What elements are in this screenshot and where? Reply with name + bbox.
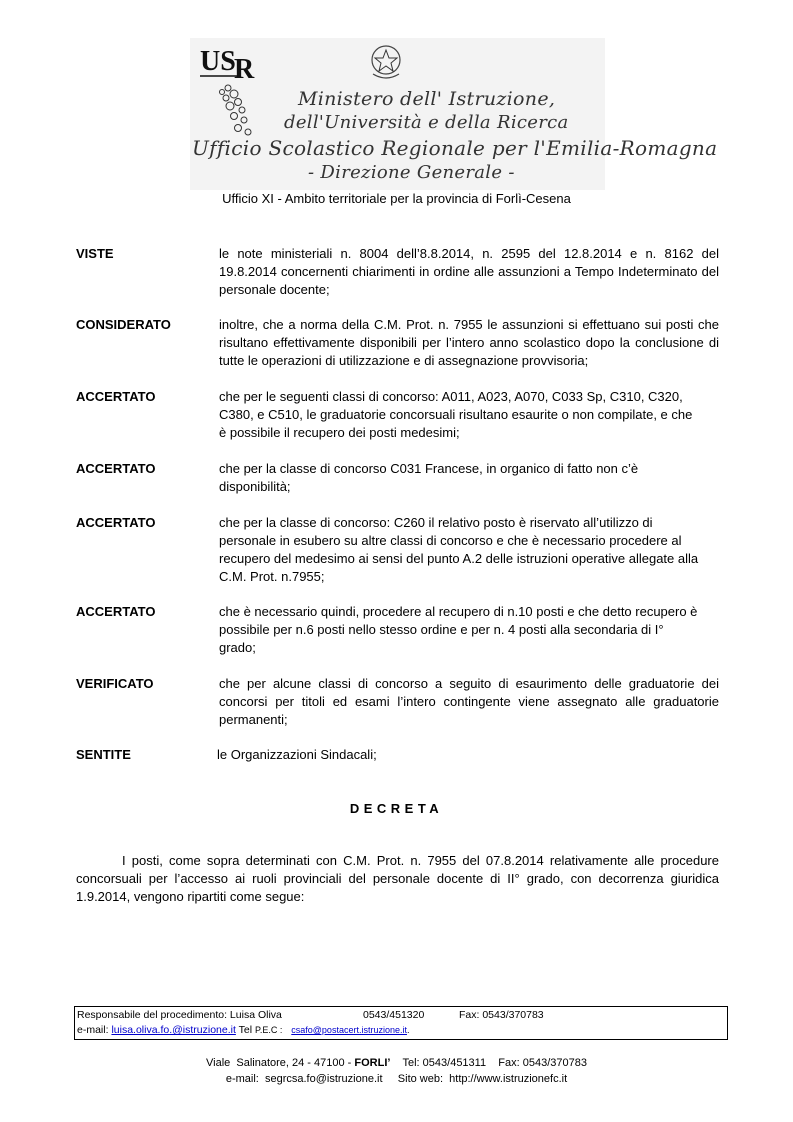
section-label-verificato: VERIFICATO <box>76 676 154 691</box>
text-line: è possibile il recupero dei posti medesimi; <box>219 425 460 440</box>
text-line: che per le seguenti classi di concorso: A011, A023, A070, C033 Sp, C310, C320, <box>219 389 683 404</box>
pec-end: . <box>406 1025 410 1035</box>
section-text-viste: le note ministeriali n. 8004 dell’8.8.2014, n. 2595 del 12.8.2014 e n. 8162 del 19.8.2014 concernenti chiarimenti in ordine alle assunzioni a Tempo Indeterminato del personale docente; <box>219 246 719 297</box>
responsabile-fax: Fax: 0543/370783 <box>459 1009 544 1021</box>
pec-label: P.E.C : <box>255 1025 283 1035</box>
footer-contact-box <box>74 1006 728 1040</box>
section-label-sentite: SENTITE <box>76 747 131 762</box>
letterhead-office: Ufficio Scolastico Regionale per l'Emilia-Romagna <box>192 136 718 160</box>
section-text-accertato-2 <box>219 460 719 496</box>
text-line: recupero del medesimo ai sensi del punto A.2 delle istruzioni operative allegate alla <box>219 551 699 566</box>
letterhead-direction: - Direzione Generale - <box>308 162 515 183</box>
svg-text:US: US <box>200 46 236 77</box>
tel-label: Tel <box>238 1024 253 1036</box>
address-city: FORLI’ <box>354 1057 391 1069</box>
text-line: che è necessario quindi, procedere al recupero di n.10 posti e che detto recupero è <box>219 604 698 619</box>
section-label-accertato-3: ACCERTATO <box>76 515 156 530</box>
section-label-accertato-1: ACCERTATO <box>76 389 156 404</box>
address-phone-fax: Tel: 0543/451311 Fax: 0543/370783 <box>390 1057 587 1069</box>
email-link[interactable]: luisa.oliva.fo.@istruzione.it <box>111 1024 236 1036</box>
letterhead-ministry: Ministero dell' Istruzione, <box>298 88 556 110</box>
text-line: personale in esubero su altre classi di concorso e che è necessario procedere al <box>219 533 682 548</box>
text-line: che per la classe di concorso: C260 il relativo posto è riservato all’utilizzo di <box>219 515 653 530</box>
section-text-considerato: inoltre, che a norma della C.M. Prot. n. 7955 le assunzioni si effettuano sui posti che risultano effettivamente disponibili per l’intero anno scolastico dopo la conclusione di tutte le operazioni di utilizzazione e di assegnazione provvisoria; <box>219 317 719 368</box>
section-text-accertato-3 <box>219 514 719 586</box>
italian-emblem-icon <box>368 40 404 84</box>
address-line-2: e-mail: segrcsa.fo@istruzione.it Sito web: http://www.istruzionefc.it <box>225 1073 568 1085</box>
text-line: grado; <box>219 640 256 655</box>
section-text-verificato: che per alcune classi di concorso a seguito di esaurimento delle graduatorie dei concorsi per titoli ed esami l’intero contingente viene assegnato alle graduatorie permanenti; <box>219 676 719 727</box>
office-subtitle: Ufficio XI - Ambito territoriale per la provincia di Forlì-Cesena <box>222 191 571 206</box>
section-label-considerato: CONSIDERATO <box>76 317 171 332</box>
section-text-accertato-4 <box>219 603 719 657</box>
address-line-1 <box>0 1055 793 1071</box>
section-label-accertato-2: ACCERTATO <box>76 461 156 476</box>
svg-text:R: R <box>234 54 255 85</box>
footer-row-1 <box>77 1008 544 1023</box>
text-line: disponibilità; <box>219 479 291 494</box>
usr-logo-icon <box>198 44 258 139</box>
section-text-accertato-1 <box>219 388 719 442</box>
footer-address <box>0 1055 793 1087</box>
email-label: e-mail: <box>77 1024 109 1036</box>
responsabile-phone: 0543/451320 <box>363 1009 425 1021</box>
responsabile-text: Responsabile del procedimento: Luisa Oliva <box>77 1009 282 1021</box>
text-line: possibile per n.6 posti nello stesso ordine e per n. 4 posti alla secondaria di I° <box>219 622 664 637</box>
section-label-viste: VISTE <box>76 246 114 261</box>
letterhead-university: dell'Università e della Ricerca <box>284 112 569 133</box>
text-line: C.M. Prot. n.7955; <box>219 569 325 584</box>
decreta-heading: DECRETA <box>349 801 444 816</box>
section-text-sentite: le Organizzazioni Sindacali; <box>217 747 377 762</box>
address-street: Viale Salinatore, 24 - 47100 - <box>206 1057 355 1069</box>
section-label-accertato-4: ACCERTATO <box>76 604 156 619</box>
text-line: che per la classe di concorso C031 Francese, in organico di fatto non c’è <box>219 461 639 476</box>
footer-row-2 <box>77 1023 409 1038</box>
decreta-paragraph: I posti, come sopra determinati con C.M. Prot. n. 7955 del 07.8.2014 relativamente alle procedure concorsuali per l’accesso ai ruoli provinciali del personale docente di II° grado, con decorrenza giuridica 1.9.2014, vengono ripartiti come segue: <box>76 853 719 904</box>
letterhead <box>190 38 718 190</box>
pec-link[interactable]: csafo@postacert.istruzione.it <box>291 1025 407 1035</box>
text-line: C380, e C510, le graduatorie concorsuali risultano esaurite o non compilate, e che <box>219 407 693 422</box>
